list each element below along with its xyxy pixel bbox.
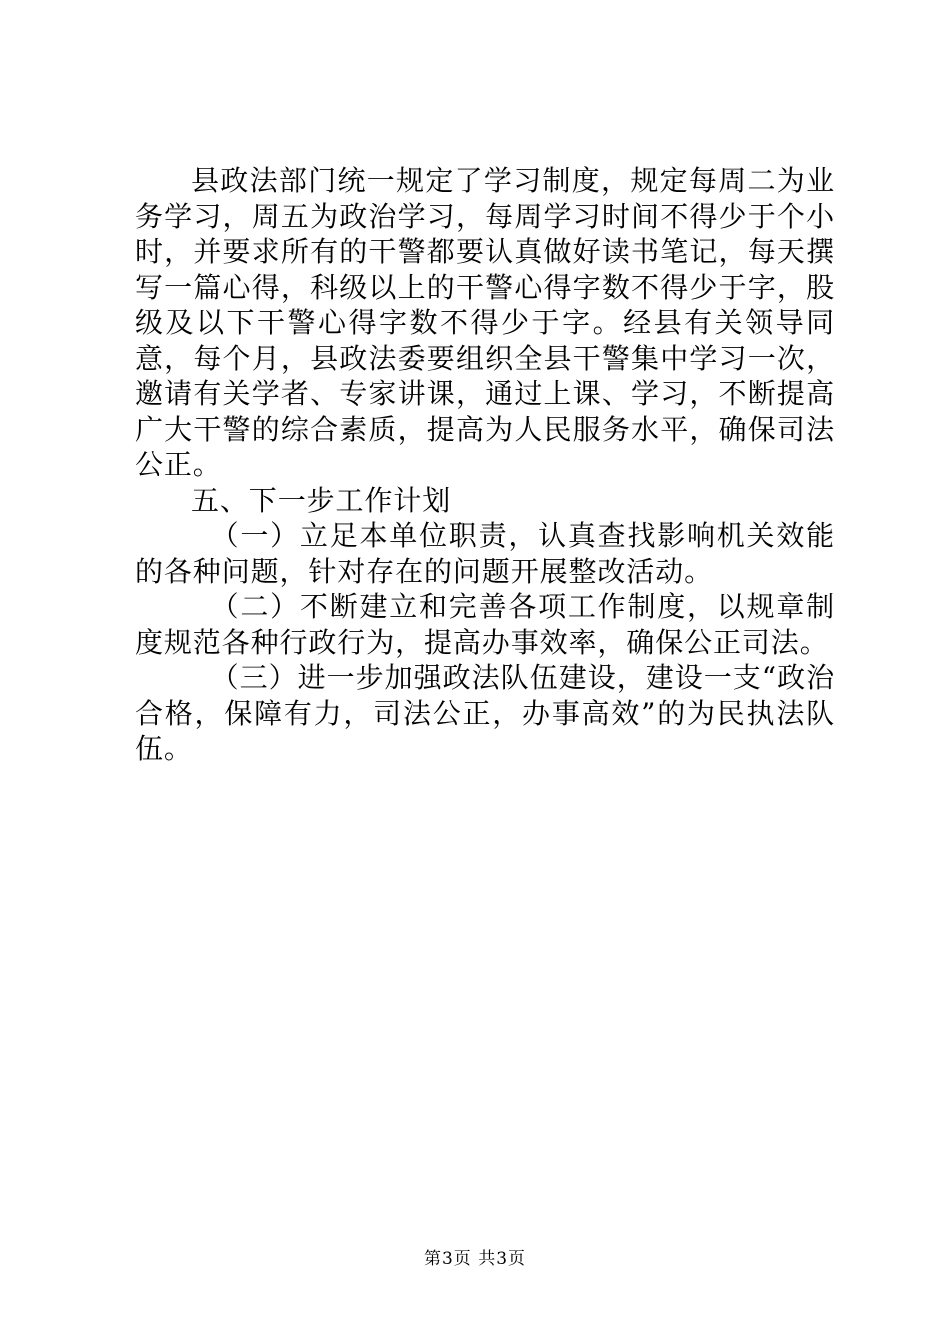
section-heading-next-plan: 五、下一步工作计划	[191, 483, 452, 517]
plan-item-2: （二）不断建立和完善各项工作制度，以规章制度规范各种行政行为，提高办事效率，确保公正司法。	[135, 590, 835, 659]
page-number-footer: 第3页 共3页	[423, 1249, 527, 1269]
plan-item-1: （一）立足本单位职责，认真查找影响机关效能的各种问题，针对存在的问题开展整改活动。	[135, 519, 835, 588]
plan-item-3: （三）进一步加强政法队伍建设，建设一支“政治合格，保障有力，司法公正，办事高效”的为民执法队伍。	[135, 661, 835, 765]
document-body	[135, 163, 835, 767]
paragraph-study-system: 县政法部门统一规定了学习制度，规定每周二为业务学习，周五为政治学习，每周学习时间不得少于个小时，并要求所有的干警都要认真做好读书笔记，每天撰写一篇心得，科级以上的干警心得字数不得少于字，股级及以下干警心得字数不得少于字。经县有关领导同意，每个月，县政法委要组织全县干警集中学习一次，邀请有关学者、专家讲课，通过上课、学习，不断提高广大干警的综合素质，提高为人民服务水平，确保司法公正。	[135, 164, 835, 481]
